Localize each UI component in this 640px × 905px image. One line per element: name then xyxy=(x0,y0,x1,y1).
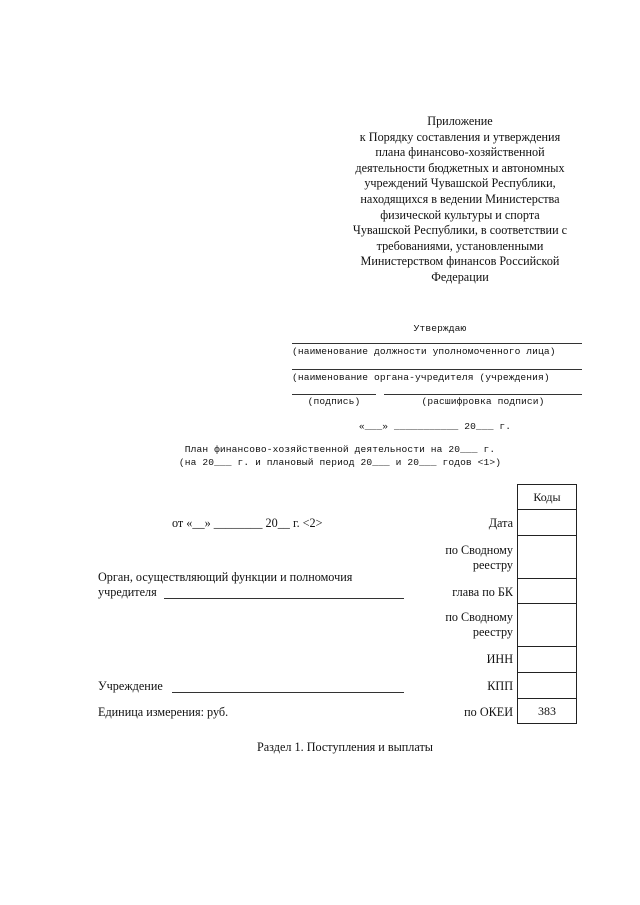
code-cell-inn[interactable] xyxy=(518,647,577,673)
appendix-line: физической культуры и спорта xyxy=(380,207,540,222)
founder-label-line2: учредителя xyxy=(98,585,157,599)
code-cell-registry-2[interactable] xyxy=(518,604,577,647)
appendix-line: плана финансово-хозяйственной xyxy=(375,145,545,160)
appendix-line: к Порядку составления и утверждения xyxy=(359,129,561,144)
appendix-line: Приложение xyxy=(427,114,493,128)
institution-field-line xyxy=(172,692,404,693)
appendix-line: учреждений Чувашской Республики, xyxy=(364,176,556,191)
label-kpp: КПП xyxy=(487,679,513,693)
position-line xyxy=(292,343,582,344)
decoding-line xyxy=(384,394,582,395)
unit-label: Единица измерения: руб. xyxy=(98,705,229,719)
position-caption: (наименование должности уполномоченного лица) xyxy=(292,346,556,357)
label-registry-1a: по Сводному xyxy=(445,543,513,557)
section-title: Раздел 1. Поступления и выплаты xyxy=(256,740,433,754)
institution-label: Учреждение xyxy=(98,679,163,693)
founder-caption: (наименование органа-учредителя (учреждения) xyxy=(292,372,550,383)
label-registry-2b: реестру xyxy=(472,625,513,639)
founder-line xyxy=(292,369,582,370)
approval-title: Утверждаю xyxy=(413,323,467,334)
plan-title: План финансово-хозяйственной деятельности на 20___ г. xyxy=(184,444,496,455)
label-okei: по ОКЕИ xyxy=(464,705,513,719)
appendix-header xyxy=(300,114,620,286)
label-inn: ИНН xyxy=(486,652,513,666)
approval-date: «___» ___________ 20___ г. xyxy=(358,421,512,432)
plan-subtitle: (на 20___ г. и плановый период 20___ и 20___ годов <1>) xyxy=(178,457,502,468)
appendix-line: Чувашской Республики, в соответствии с xyxy=(352,223,568,238)
code-cell-okei: 383 xyxy=(518,699,577,724)
appendix-line: Федерации xyxy=(431,269,489,284)
code-cell-kpp[interactable] xyxy=(518,673,577,699)
founder-label-line1: Орган, осуществляющий функции и полномочия xyxy=(98,570,353,584)
founder-field-line xyxy=(164,598,404,599)
code-cell-date[interactable] xyxy=(518,510,577,536)
decoding-caption: (расшифровка подписи) xyxy=(421,396,545,407)
label-date: Дата xyxy=(488,516,513,530)
appendix-line: деятельности бюджетных и автономных xyxy=(355,160,565,175)
signature-caption: (подпись) xyxy=(307,396,361,407)
codes-table xyxy=(517,484,577,724)
label-registry-2a: по Сводному xyxy=(445,610,513,624)
codes-header: Коды xyxy=(518,485,577,510)
code-cell-bk[interactable] xyxy=(518,579,577,604)
signature-line xyxy=(292,394,376,395)
label-registry-1b: реестру xyxy=(472,558,513,572)
appendix-line: находящихся в ведении Министерства xyxy=(360,191,560,206)
appendix-line: Министерством финансов Российской xyxy=(360,254,560,269)
label-bk: глава по БК xyxy=(452,585,513,599)
form-date-line: от «__» ________ 20__ г. <2> xyxy=(172,516,323,530)
appendix-line: требованиями, установленными xyxy=(376,238,544,253)
code-cell-registry-1[interactable] xyxy=(518,536,577,579)
